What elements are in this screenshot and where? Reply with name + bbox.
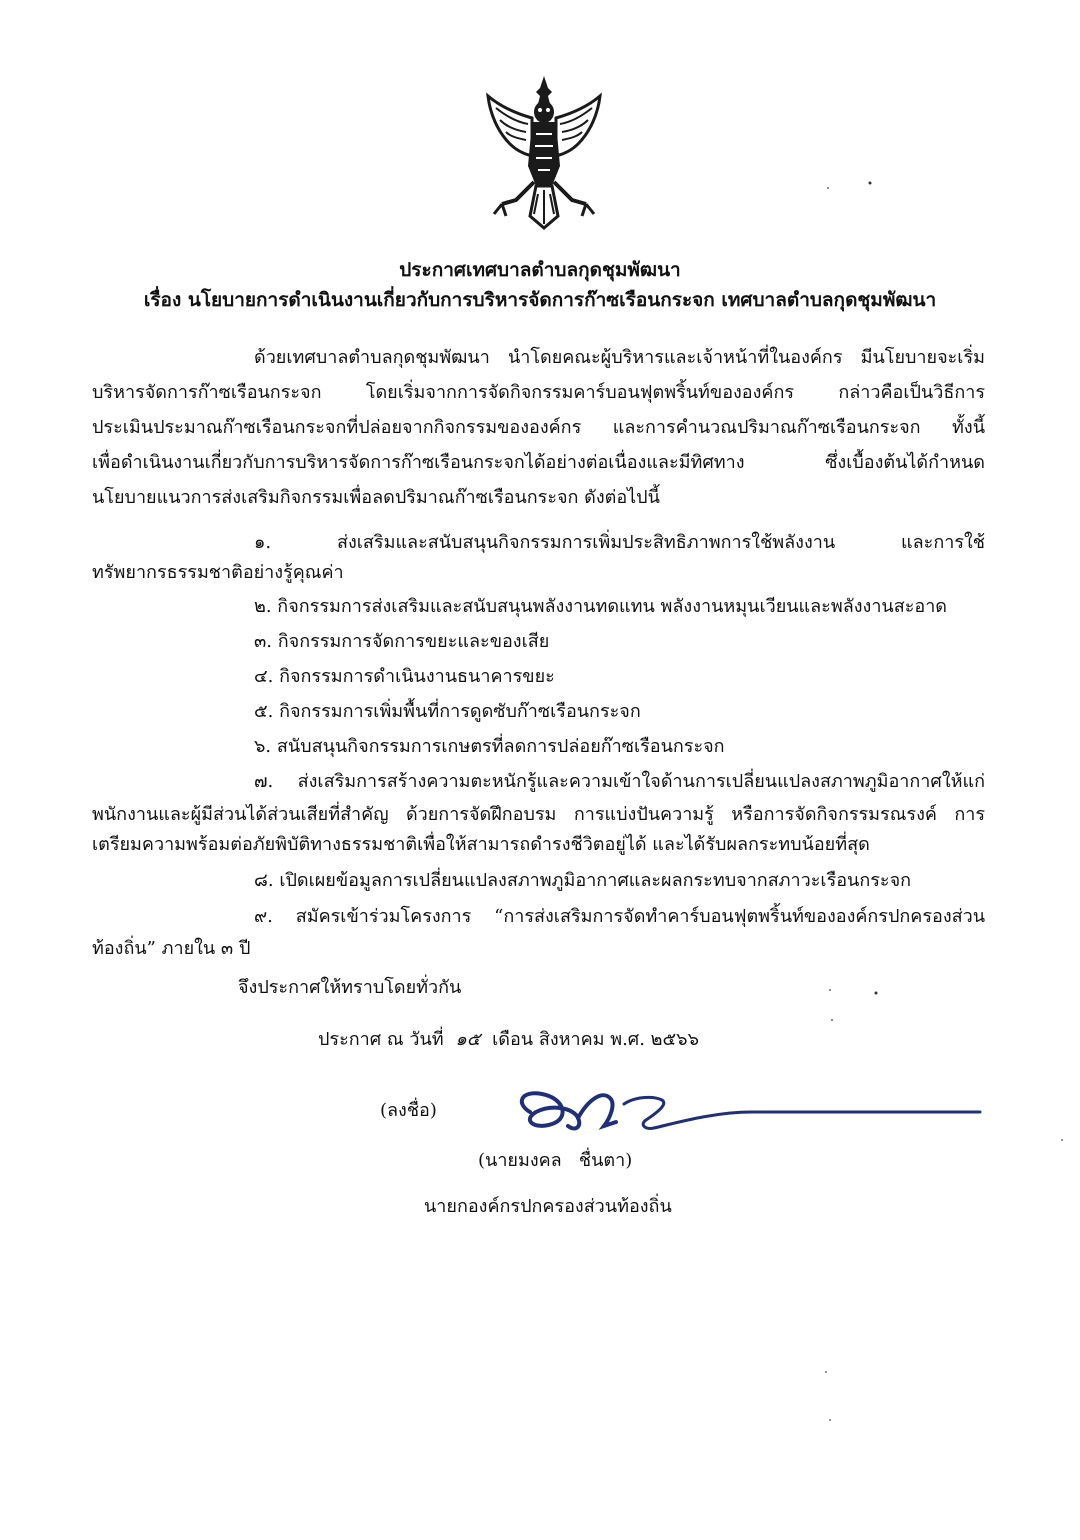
garuda-emblem [480,74,608,230]
policy-item-8: ๘. เปิดเผยข้อมูลการเปลี่ยนแปลงสภาพภูมิอากาศและผลกระทบจากสภาวะเรือนกระจก [254,870,912,891]
policy-item-9-line-1: ๙. สมัครเข้าร่วมโครงการ “การส่งเสริมการจัดทำคาร์บอนฟุตพริ้นท์ขององค์กรปกครองส่วน [254,906,985,927]
signatory-position: นายกองค์กรปกครองส่วนท้องถิ่น [424,1196,672,1217]
signature-label: (ลงชื่อ) [380,1100,437,1121]
intro-line-3: ประเมินประมาณก๊าซเรือนกระจกที่ปล่อยจากกิจกรรมขององค์กร และการคำนวณปริมาณก๊าซเรือนกระจก ทั้งนี้ [92,417,985,438]
policy-item-9-line-2: ท้องถิ่น” ภายใน ๓ ปี [92,938,251,959]
date-prefix: ประกาศ ณ วันที่ [318,1029,444,1050]
policy-item-7-line-2: พนักงานและผู้มีส่วนได้ส่วนเสียที่สำคัญ ด้วยการจัดฝึกอบรม การแบ่งปันความรู้ หรือการจัดกิจกรรมรณรงค์ การ [92,804,985,825]
policy-item-6: ๖. สนับสนุนกิจกรรมการเกษตรที่ลดการปล่อยก๊าซเรือนกระจก [254,736,725,757]
handwritten-signature [512,1082,982,1142]
date-month-year: เดือน สิงหาคม พ.ศ. ๒๕๖๖ [492,1029,700,1050]
policy-item-7-line-1: ๗. ส่งเสริมการสร้างความตะหนักรู้และความเข้าใจด้านการเปลี่ยนแปลงสภาพภูมิอากาศให้แก่ [254,771,985,792]
announcement-date [318,1025,699,1055]
signatory-name: (นายมงคล ชื่นตา) [478,1150,633,1171]
policy-item-1-line-2: ทรัพยากรธรรมชาติอย่างรู้คุณค่า [92,562,344,583]
policy-item-1-line-1: ๑. ส่งเสริมและสนับสนุนกิจกรรมการเพิ่มประสิทธิภาพการใช้พลังงาน และการใช้ [254,532,985,553]
intro-line-4: เพื่อดำเนินงานเกี่ยวกับการบริหารจัดการก๊าซเรือนกระจกได้อย่างต่อเนื่องและมีทิศทาง ซึ่งเบื้องต้นได้กำหนด [92,452,985,473]
intro-line-1: ด้วยเทศบาลตำบลกุดชุมพัฒนา นำโดยคณะผู้บริหารและเจ้าหน้าที่ในองค์กร มีนโยบายจะเริ่ม [254,347,985,368]
date-day: ๑๕ [455,1029,481,1050]
closing-statement: จึงประกาศให้ทราบโดยทั่วกัน [238,977,462,998]
policy-item-7-line-3: เตรียมความพร้อมต่อภัยพิบัติทางธรรมชาติเพื่อให้สามารถดำรงชีวิตอยู่ได้ และได้รับผลกระทบน้อยที่สุด [92,834,870,855]
intro-line-5: นโยบายแนวการส่งเสริมกิจกรรมเพื่อลดปริมาณก๊าซเรือนกระจก ดังต่อไปนี้ [92,487,660,508]
announcement-title: ประกาศเทศบาลตำบลกุดชุมพัฒนา [399,259,681,281]
announcement-subject: เรื่อง นโยบายการดำเนินงานเกี่ยวกับการบริหารจัดการก๊าซเรือนกระจก เทศบาลตำบลกุดชุมพัฒนา [143,289,937,311]
policy-item-5: ๕. กิจกรรมการเพิ่มพื้นที่การดูดซับก๊าซเรือนกระจก [254,701,641,722]
policy-item-3: ๓. กิจกรรมการจัดการขยะและของเสีย [254,631,550,652]
policy-item-2: ๒. กิจกรรมการส่งเสริมและสนับสนุนพลังงานทดแทน พลังงานหมุนเวียนและพลังงานสะอาด [254,596,947,617]
intro-line-2: บริหารจัดการก๊าซเรือนกระจก โดยเริ่มจากการจัดกิจกรรมคาร์บอนฟุตพริ้นท์ขององค์กร กล่าวคือเป็นวิธีการ [92,382,985,403]
policy-item-4: ๔. กิจกรรมการดำเนินงานธนาคารขยะ [254,666,555,687]
